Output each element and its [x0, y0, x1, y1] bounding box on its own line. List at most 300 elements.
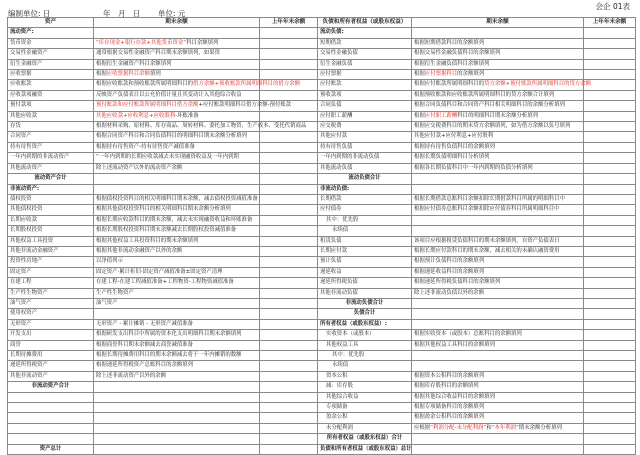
liability-fill-rule — [412, 340, 584, 350]
rule-text: 根据应交税费科目的期末贷方余额填列，如为借方余额以负号填列 — [414, 123, 571, 130]
asset-item-name: 其他流动资产 — [8, 163, 94, 173]
table-row — [8, 194, 636, 204]
rule-text: 固定资产·累计折旧·固定资产减值准备±固定资产清理 — [96, 268, 223, 275]
asset-item-name: 商誉 — [8, 340, 94, 350]
rule-text: 其他应收款+应收利息+应收股利 — [96, 112, 176, 119]
liability-fill-rule — [412, 101, 584, 111]
liability-item-name: 流动负债: — [318, 28, 412, 38]
liability-prior-year-cell — [584, 444, 636, 454]
table-row — [8, 382, 636, 392]
asset-prior-year-cell — [260, 215, 318, 225]
liability-prior-year-cell — [584, 371, 636, 381]
table-row — [8, 38, 636, 48]
rule-text: 根据交易性金融负债科目的余额填列 — [414, 50, 501, 57]
rule-text: 无形资产 - 累计摊销 - 无形资产减值准备 — [96, 320, 193, 327]
table-body — [8, 28, 636, 455]
table-row — [8, 246, 636, 256]
rule-text: 除上述非流动资产以外的余额 — [96, 372, 167, 379]
asset-prior-year-cell — [260, 132, 318, 142]
table-row — [8, 361, 636, 371]
asset-item-name: 应收账款 — [8, 80, 94, 90]
rule-text: 根据商誉科目期末余额减去商誉减值准备 — [96, 341, 194, 348]
asset-fill-rule — [94, 215, 260, 225]
rule-text: 油气资产 — [96, 299, 118, 306]
rule-text: 预付账款和应付账款所属明细科目借方余额 — [96, 102, 199, 109]
form-number: 会企 01表 — [595, 2, 630, 11]
liability-prior-year-cell — [584, 361, 636, 371]
asset-item-name: 持有待售资产 — [8, 142, 94, 152]
asset-item-name — [8, 434, 94, 444]
table-row — [8, 444, 636, 454]
liability-prior-year-cell — [584, 382, 636, 392]
rule-text: 在建工程-在建工程减值准备+工程物资-工程物资减值准备 — [96, 279, 234, 286]
rule-text: 根据递延所得税资产总账科目的余额填列 — [96, 362, 194, 369]
liability-fill-rule — [412, 174, 584, 184]
rule-text: 除上述非流动负债以外的余额 — [414, 289, 485, 296]
rule-text: 根据衍生金融负债科目余额填列 — [414, 60, 490, 67]
table-row — [8, 267, 636, 277]
asset-prior-year-cell — [260, 59, 318, 69]
asset-fill-rule — [94, 361, 260, 371]
header-ending-balance: 期末余额 — [94, 18, 260, 28]
table-row — [8, 163, 636, 173]
asset-prior-year-cell — [260, 330, 318, 340]
liability-fill-rule — [412, 298, 584, 308]
liability-item-name: 减：库存股 — [318, 382, 412, 392]
liability-fill-rule — [412, 319, 584, 329]
liability-item-name: 应付账款 — [318, 80, 412, 90]
asset-fill-rule — [94, 59, 260, 69]
table-row — [8, 122, 636, 132]
liability-fill-rule — [412, 59, 584, 69]
liability-prior-year-cell — [584, 298, 636, 308]
rule-text: 科目余额填列 — [186, 39, 219, 46]
liability-fill-rule — [412, 28, 584, 38]
liability-item-name: 一年内到期的非流动负债 — [318, 153, 412, 163]
asset-item-name — [8, 392, 94, 402]
rule-text: 科目的明细科目期末余额分析填列 — [457, 112, 539, 119]
rule-text: 根据盈余公积科目的余额填列 — [414, 414, 485, 421]
rule-text: 根据各长期负债科目中一年内到期的负债分析填列 — [414, 164, 533, 171]
asset-prior-year-cell — [260, 423, 318, 433]
table-row — [8, 111, 636, 121]
asset-item-name: 预付款项 — [8, 101, 94, 111]
asset-item-name: 债权投资 — [8, 194, 94, 204]
asset-fill-rule — [94, 309, 260, 319]
table-row — [8, 340, 636, 350]
liability-prior-year-cell — [584, 205, 636, 215]
liability-fill-rule — [412, 309, 584, 319]
asset-prior-year-cell — [260, 184, 318, 194]
rule-text: 根据长期股权投资科目期末余额减去长期股权投资减值准备 — [96, 227, 237, 234]
table-row — [8, 423, 636, 433]
liability-item-name: 资本公积 — [318, 371, 412, 381]
rule-text: 反映资产负债表日以公允价值计量且其变动计入其他综合收益 — [96, 91, 242, 98]
asset-fill-rule — [94, 101, 292, 111]
rule-text: 根据长期待摊费用科目的期末余额减去将于一年内摊销的数额 — [96, 352, 242, 358]
liability-item-name: 其他应付款 — [318, 132, 412, 142]
asset-fill-rule — [94, 142, 260, 152]
liability-fill-rule — [412, 205, 584, 215]
asset-prior-year-cell — [260, 257, 318, 267]
rule-text: 根据 — [414, 71, 425, 78]
table-row — [8, 153, 636, 163]
table-row — [8, 174, 636, 184]
asset-item-name: 存货 — [8, 122, 94, 132]
liability-prior-year-cell — [584, 80, 636, 90]
rule-text: 期末余额分析填列 — [518, 424, 562, 431]
asset-fill-rule — [94, 80, 300, 90]
asset-item-name: 开发支出 — [8, 330, 94, 340]
asset-prior-year-cell — [260, 319, 318, 329]
asset-item-name — [8, 423, 94, 433]
table-row — [8, 132, 636, 142]
asset-prior-year-cell — [260, 288, 318, 298]
asset-item-name: 长期待摊费用 — [8, 351, 94, 361]
asset-prior-year-cell — [260, 278, 318, 288]
liability-prior-year-cell — [584, 111, 636, 121]
table-row — [8, 403, 636, 413]
header-ending-balance-2: 期末余额 — [412, 18, 584, 28]
rule-text: 根据债权投资科目的相关明细科目期末余额，减去债权投资减值准备 — [96, 195, 258, 202]
liability-item-name: 非流动负债合计 — [318, 298, 412, 308]
asset-item-name: 应收票据 — [8, 70, 94, 80]
liability-fill-rule — [412, 444, 584, 454]
asset-fill-rule — [94, 49, 260, 59]
table-row — [8, 80, 636, 90]
liability-item-name: 应付票据 — [318, 70, 412, 80]
liability-fill-rule — [412, 330, 584, 340]
liability-item-name: 流动负债合计 — [318, 174, 412, 184]
table-row — [8, 28, 636, 38]
liability-fill-rule — [412, 257, 584, 267]
table-row — [8, 70, 636, 80]
asset-item-name: 长期应收款 — [8, 215, 94, 225]
asset-item-name: 合同资产 — [8, 132, 94, 142]
asset-prior-year-cell — [260, 205, 318, 215]
liability-prior-year-cell — [584, 403, 636, 413]
asset-prior-year-cell — [260, 382, 318, 392]
liability-fill-rule — [412, 413, 584, 423]
liability-fill-rule — [412, 215, 584, 225]
rule-text: 根据其他债权投资科目的相关明细科目期末余额分析填列 — [96, 206, 231, 213]
table-row — [8, 59, 636, 69]
rule-text: 的余额填列 — [457, 71, 485, 78]
asset-item-name — [8, 403, 94, 413]
asset-prior-year-cell — [260, 371, 318, 381]
asset-fill-rule — [94, 28, 260, 38]
liability-fill-rule — [412, 246, 584, 256]
liability-fill-rule — [412, 236, 584, 246]
liability-prior-year-cell — [584, 257, 636, 267]
rule-text: 根据资本公积科目的余额填列 — [414, 372, 485, 379]
rule-text: -坏账准备 — [175, 112, 199, 119]
asset-prior-year-cell — [260, 142, 318, 152]
liability-item-name: 所有者权益（或股东权益）: — [318, 319, 412, 329]
rule-text: 根据材料采购、原材料、库存商品、周转材料、委托加工物资、生产成本、受托代销商品 — [96, 123, 307, 130]
asset-fill-rule — [94, 226, 260, 236]
asset-prior-year-cell — [260, 163, 318, 173]
asset-fill-rule — [94, 392, 260, 402]
rule-text: 根据预收账款和应收账款所属明细科目的贷方余额合计填列 — [414, 91, 555, 98]
rule-text: 根据持有待售负债科目的余额填列 — [414, 143, 495, 150]
liability-prior-year-cell — [584, 351, 636, 361]
liability-fill-rule — [412, 361, 584, 371]
liability-fill-rule — [412, 267, 584, 277]
asset-fill-rule — [94, 70, 260, 80]
asset-fill-rule — [94, 122, 307, 132]
asset-prior-year-cell — [260, 444, 318, 454]
liability-item-name: 持有待售负债 — [318, 142, 412, 152]
rule-text: 根据长期负债明细科目分析填列 — [414, 154, 490, 161]
asset-item-name: 长期股权投资 — [8, 226, 94, 236]
header-asset: 资产 — [8, 18, 94, 28]
liability-fill-rule — [412, 49, 584, 59]
currency-label: 单位: 元 — [158, 9, 186, 18]
rule-text: 根据其他综合收益科目的余额填列 — [414, 393, 495, 400]
asset-fill-rule — [94, 278, 260, 288]
table-row — [8, 351, 636, 361]
rule-text: 根据其他权益工具投资科目的期末余额填列 — [96, 237, 199, 244]
table-row — [8, 236, 636, 246]
liability-prior-year-cell — [584, 226, 636, 236]
liability-prior-year-cell — [584, 122, 636, 132]
table-row — [8, 330, 636, 340]
rule-text: 生产性生物资产 — [96, 289, 134, 296]
table-row — [8, 413, 636, 423]
asset-prior-year-cell — [260, 434, 318, 444]
liability-fill-rule — [412, 142, 584, 152]
asset-item-name: 使用权资产 — [8, 309, 94, 319]
rule-text: 应付职工薪酬 — [424, 112, 458, 119]
rule-text: 根据预计负债科目的余额填列 — [414, 258, 485, 265]
table-row — [8, 298, 636, 308]
liability-prior-year-cell — [584, 278, 636, 288]
rule-text: 根据研发支出科目中所属的资本化支出明细科目期末余额填列 — [96, 331, 242, 338]
liability-item-name: 所有者权益（或股东权益）合计 — [318, 434, 412, 444]
liability-fill-rule — [412, 382, 584, 392]
liability-fill-rule — [412, 153, 584, 163]
liability-item-name: 其他非流动负债 — [318, 288, 412, 298]
asset-prior-year-cell — [260, 111, 318, 121]
liability-item-name: 非流动负债: — [318, 184, 412, 194]
asset-prior-year-cell — [260, 49, 318, 59]
liability-item-name: 递延收益 — [318, 267, 412, 277]
rule-text: “本年利润” — [491, 424, 519, 431]
table-row — [8, 371, 636, 381]
table-row — [8, 184, 636, 194]
liability-fill-rule — [412, 194, 584, 204]
rule-text: 根据合同资产科目和合同负债科目的明细科目期末余额分析填列 — [96, 133, 247, 140]
asset-fill-rule — [94, 153, 260, 163]
liability-prior-year-cell — [584, 90, 636, 100]
liability-item-name: 其他权益工具 — [318, 340, 412, 350]
liability-fill-rule — [412, 70, 584, 80]
rule-text: 根据长期应收款科目的期末余额，减去未实现融资收益和坏账准备 — [96, 216, 253, 223]
asset-prior-year-cell — [260, 153, 318, 163]
rule-text: 填列 — [149, 71, 161, 78]
liability-item-name: 永续债 — [318, 226, 412, 236]
liability-prior-year-cell — [584, 288, 636, 298]
liability-item-name: 实收资本（或股本） — [318, 330, 412, 340]
liability-fill-rule — [412, 122, 584, 132]
asset-fill-rule — [94, 340, 260, 350]
asset-fill-rule — [94, 132, 260, 142]
table-row — [8, 392, 636, 402]
liability-fill-rule — [412, 226, 584, 236]
liability-fill-rule — [412, 111, 584, 121]
rule-text: 根据实收资本（或股本）总账科目的余额填列 — [414, 331, 522, 338]
asset-prior-year-cell — [260, 413, 318, 423]
asset-fill-rule — [94, 205, 260, 215]
asset-fill-rule — [94, 330, 260, 340]
liability-item-name: 其中：优先股 — [318, 351, 412, 361]
rule-text: 贷方余额+预付账款所属明细科目的贷方余额 — [484, 81, 592, 88]
rule-text: 根据 — [96, 71, 107, 78]
rule-text: 借方余额+预收账款所属明细科目的借方余额 — [193, 81, 300, 88]
asset-fill-rule — [94, 423, 260, 433]
table-header-row — [8, 18, 636, 28]
rule-text: 根据专项储备科目的余额填列 — [414, 404, 485, 411]
liability-item-name: 租赁负债 — [318, 236, 412, 246]
table-row — [8, 101, 636, 111]
asset-fill-rule — [94, 246, 260, 256]
liability-item-name: 长期应付款 — [318, 246, 412, 256]
liability-prior-year-cell — [584, 132, 636, 142]
asset-fill-rule — [94, 434, 260, 444]
liability-prior-year-cell — [584, 153, 636, 163]
liability-prior-year-cell — [584, 174, 636, 184]
liability-item-name: 交易性金融负债 — [318, 49, 412, 59]
liability-fill-rule — [412, 38, 584, 48]
asset-item-name: 非流动资产合计 — [8, 382, 94, 392]
asset-item-name: 非流动资产: — [8, 184, 94, 194]
liability-fill-rule — [412, 163, 584, 173]
liability-item-name: 盈余公积 — [318, 413, 412, 423]
rule-text: 根据衍生金融资产科目余额填列 — [96, 60, 172, 67]
asset-prior-year-cell — [260, 361, 318, 371]
liability-prior-year-cell — [584, 246, 636, 256]
asset-item-name: 油气资产 — [8, 298, 94, 308]
asset-item-name: 其他债权投资 — [8, 205, 94, 215]
rule-text: 和 — [486, 424, 492, 431]
liability-prior-year-cell — [584, 184, 636, 194]
asset-item-name: 应收款项融资 — [8, 90, 94, 100]
liability-prior-year-cell — [584, 38, 636, 48]
asset-fill-rule — [94, 351, 260, 361]
liability-item-name: 专项储备 — [318, 403, 412, 413]
liability-prior-year-cell — [584, 215, 636, 225]
asset-item-name: 其他应收款 — [8, 111, 94, 121]
liability-prior-year-cell — [584, 340, 636, 350]
asset-fill-rule — [94, 288, 260, 298]
table-row — [8, 205, 636, 215]
liability-fill-rule — [412, 132, 584, 142]
asset-item-name: 衍生金融资产 — [8, 59, 94, 69]
asset-fill-rule — [94, 444, 260, 454]
table-row — [8, 257, 636, 267]
asset-prior-year-cell — [260, 174, 318, 184]
liability-item-name: 预收款项 — [318, 90, 412, 100]
asset-fill-rule — [94, 403, 260, 413]
asset-item-name: 资产总计 — [8, 444, 94, 454]
rule-text: “一年内到期的长期应收款减去未实现融资收益及一年内到期 — [96, 154, 239, 161]
rule-text: +应付账款明细科目借方余额-预付账款 — [198, 102, 292, 109]
table-row — [8, 288, 636, 298]
liability-item-name: 负债和所有者权益（或股东权益）总计 — [318, 444, 412, 454]
asset-prior-year-cell — [260, 226, 318, 236]
asset-item-name: 交易性金融资产 — [8, 49, 94, 59]
liability-fill-rule — [412, 80, 592, 90]
table-row — [8, 434, 636, 444]
rule-text: 应付票据科目 — [424, 71, 458, 78]
table-row — [8, 215, 636, 225]
asset-item-name: 流动资产: — [8, 28, 94, 38]
table-row — [8, 319, 636, 329]
rule-text: 根据长期应付款科目的期末余额，减去相关的未确认融资费用 — [414, 247, 560, 254]
liability-prior-year-cell — [584, 70, 636, 80]
liability-prior-year-cell — [584, 413, 636, 423]
liability-item-name: 永续债 — [318, 361, 412, 371]
asset-item-name: 其他非流动资产 — [8, 371, 94, 381]
asset-prior-year-cell — [260, 351, 318, 361]
liability-prior-year-cell — [584, 392, 636, 402]
liability-prior-year-cell — [584, 59, 636, 69]
liability-item-name: 其他流动负债 — [318, 163, 412, 173]
asset-fill-rule — [94, 267, 260, 277]
liability-item-name: 长期借款 — [318, 194, 412, 204]
asset-fill-rule — [94, 382, 260, 392]
liability-item-name: 应付职工薪酬 — [318, 111, 412, 121]
asset-prior-year-cell — [260, 90, 318, 100]
liability-prior-year-cell — [584, 49, 636, 59]
rule-text: 根据短期借款科目的余额填列 — [414, 39, 485, 46]
liability-fill-rule — [412, 184, 584, 194]
liability-item-name: 衍生金融负债 — [318, 59, 412, 69]
liability-item-name: 递延所得税负债 — [318, 278, 412, 288]
liability-prior-year-cell — [584, 142, 636, 152]
asset-fill-rule — [94, 111, 260, 121]
asset-prior-year-cell — [260, 70, 318, 80]
rule-text: 通常根据交易性金融资产科目期末余额填列，如果资 — [96, 50, 220, 57]
rule-text: 根据应付账款所属明细科目的 — [414, 81, 485, 88]
asset-fill-rule — [94, 194, 260, 204]
rule-text: “利润分配-未分配利润” — [430, 424, 487, 431]
table-row — [8, 90, 636, 100]
asset-fill-rule — [94, 371, 260, 381]
liability-item-name: 其他综合收益 — [318, 392, 412, 402]
asset-item-name: 递延所得税资产 — [8, 361, 94, 371]
balance-sheet-table — [7, 17, 636, 455]
asset-item-name: 投资性房地产 — [8, 257, 94, 267]
rule-text: 根据应收账款和预收账款所属明细科目的 — [96, 81, 194, 88]
asset-prior-year-cell — [260, 309, 318, 319]
rule-text: 应根据 — [414, 424, 431, 431]
liability-fill-rule — [412, 403, 584, 413]
rule-text: 根据应付债券总账科目余额扣除应付债券科目所属明细科目中 — [414, 206, 560, 213]
asset-prior-year-cell — [260, 194, 318, 204]
liability-prior-year-cell — [584, 309, 636, 319]
liability-item-name: 合同负债 — [318, 101, 412, 111]
asset-fill-rule — [94, 174, 260, 184]
asset-item-name: 生产性生物资产 — [8, 288, 94, 298]
asset-fill-rule — [94, 257, 260, 267]
asset-item-name: 货币资金 — [8, 38, 94, 48]
liability-fill-rule — [412, 278, 584, 288]
asset-fill-rule — [94, 298, 260, 308]
table-row — [8, 309, 636, 319]
asset-prior-year-cell — [260, 28, 318, 38]
